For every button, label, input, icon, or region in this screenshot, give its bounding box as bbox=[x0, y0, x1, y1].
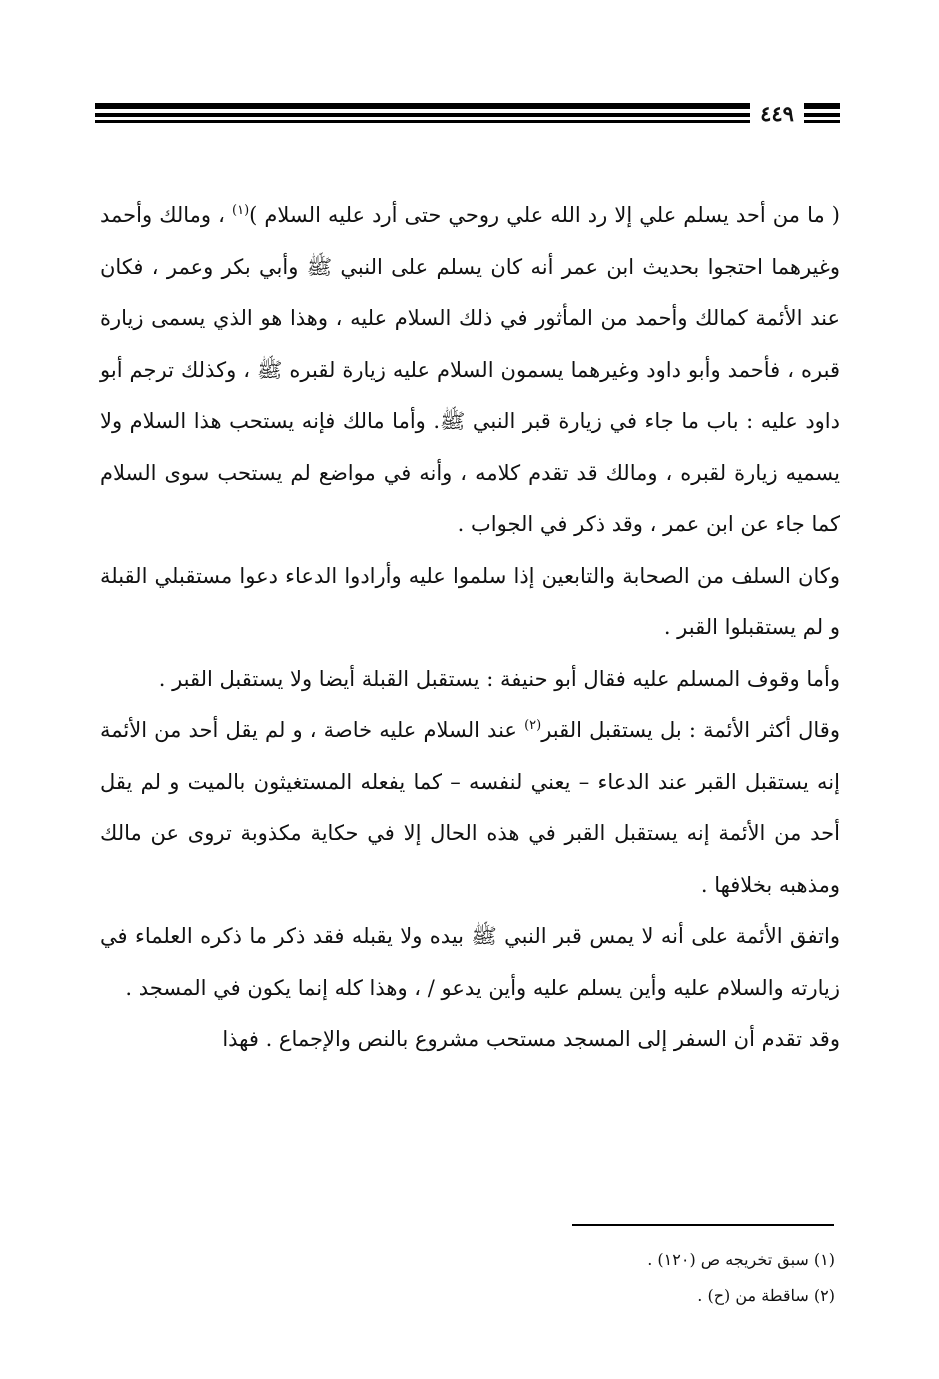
header-rule-left bbox=[95, 101, 750, 127]
paragraph bbox=[100, 190, 840, 551]
header-rule-right bbox=[804, 101, 840, 127]
footnote: (١) سبق تخريجه ص (١٢٠) . bbox=[647, 1250, 835, 1269]
paragraph: وأما وقوف المسلم عليه فقال أبو حنيفة : يستقبل القبلة أيضا ولا يستقبل القبر . bbox=[158, 666, 840, 691]
paragraph: وقد تقدم أن السفر إلى المسجد مستحب مشروع بالنص والإجماع . فهذا bbox=[222, 1027, 840, 1051]
footnote: (٢) ساقطة من (ح) . bbox=[697, 1286, 835, 1305]
footnote-separator bbox=[572, 1224, 834, 1226]
header-rule-line bbox=[804, 113, 840, 117]
header-rule-line bbox=[95, 103, 750, 109]
main-text bbox=[100, 190, 840, 1066]
paragraph-text: ، ومالك وأحمد وغيرهما احتجوا بحديث ابن عمر أنه كان يسلم على النبي ﷺ وأبي بكر وعمر ، فكان عند الأئمة كمالك وأحمد من المأثور في ذلك السلام عليه ، وهذا هو الذي يسمى زيارة قبره ، فأحمد وأبو داود وغيرهما يسمون السلام عليه زيارة لقبره ﷺ ، وكذلك ترجم أبو داود عليه : باب ما جاء في زيارة قبر النبي ﷺ. وأما مالك فإنه يستحب هذا السلام ولا يسميه زيارة لقبره ، ومالك قد تقدم كلامه ، وأنه في مواضع لم يستحب سوى السلام كما جاء عن ابن عمر ، وقد ذكر في الجواب . bbox=[100, 203, 840, 536]
paragraph-text: وقال أكثر الأئمة : بل يستقبل القبر bbox=[541, 718, 840, 742]
paragraph bbox=[100, 705, 840, 911]
page-number: ٤٤٩ bbox=[760, 101, 794, 126]
page-header bbox=[95, 101, 840, 127]
paragraph: واتفق الأئمة على أنه لا يمس قبر النبي ﷺ بيده ولا يقبله فقد ذكر ما ذكره العلماء في زيارته والسلام عليه وأين يسلم عليه وأين يدعو / ، وهذا كله إنما يكون في المسجد . bbox=[100, 924, 840, 1000]
paragraph-text: ( ما من أحد يسلم علي إلا رد الله علي روحي حتى أرد عليه السلام ) bbox=[249, 203, 840, 227]
header-rule-line bbox=[95, 120, 750, 123]
paragraph-text: عند السلام عليه خاصة ، و لم يقل أحد من الأئمة إنه يستقبل القبر عند الدعاء – يعني لنفسه – كما يفعله المستغيثون بالميت و لم يقل أحد من الأئمة إنه يستقبل القبر في هذه الحال إلا في حكاية مكذوبة تروى عن مالك ومذهبه بخلافها . bbox=[100, 718, 840, 897]
footnote-reference: (٢) bbox=[524, 718, 542, 733]
header-rule-line bbox=[804, 120, 840, 123]
footnotes bbox=[400, 1242, 835, 1314]
header-rule-line bbox=[804, 103, 840, 109]
footnote-reference: (١) bbox=[232, 203, 250, 218]
header-rule-line bbox=[95, 113, 750, 117]
paragraph: وكان السلف من الصحابة والتابعين إذا سلموا عليه وأرادوا الدعاء دعوا مستقبلي القبلة و لم يستقبلوا القبر . bbox=[100, 563, 840, 639]
